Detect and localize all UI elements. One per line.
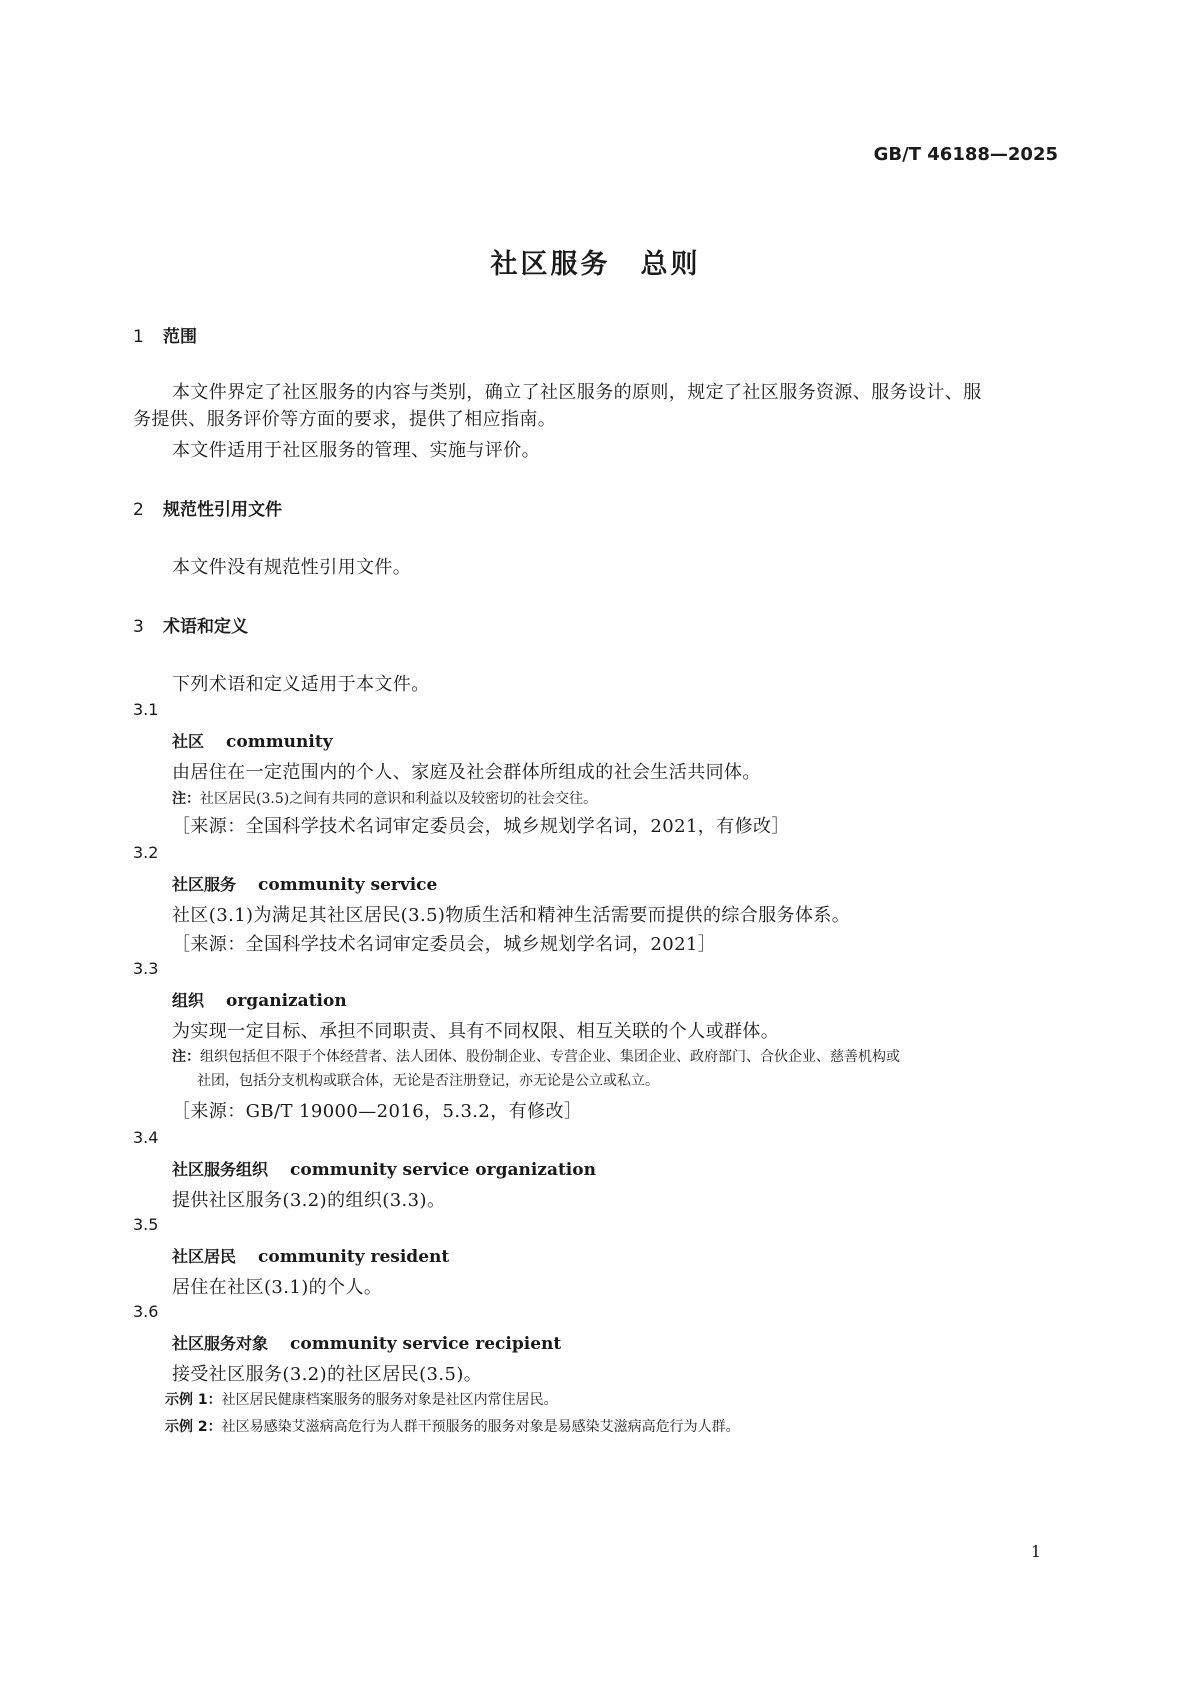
term-heading xyxy=(172,1244,449,1267)
term-source: ［来源：全国科学技术名词审定委员会，城乡规划学名词，2021］ xyxy=(172,934,717,955)
example-text: 社区居民健康档案服务的服务对象是社区内常住居民。 xyxy=(221,1392,558,1408)
section-number: 1 xyxy=(133,327,144,347)
term-heading xyxy=(172,872,437,895)
term-definition: 居住在社区(3.1)的个人。 xyxy=(172,1277,383,1298)
term-number: 3.1 xyxy=(133,700,159,719)
standard-code: GB/T 46188—2025 xyxy=(873,144,1058,165)
term-definition: 提供社区服务(3.2)的组织(3.3)。 xyxy=(172,1190,446,1211)
term-definition: 为实现一定目标、承担不同职责、具有不同权限、相互关联的个人或群体。 xyxy=(172,1021,780,1042)
section-number: 2 xyxy=(133,500,144,520)
term-note-continued: 社团，包括分支机构或联合体，无论是否注册登记，亦无论是公立或私立。 xyxy=(197,1073,659,1089)
term-source: ［来源：GB/T 19000—2016，5.3.2，有修改］ xyxy=(172,1101,583,1122)
term-english: community service recipient xyxy=(290,1334,562,1354)
note-label: 注： xyxy=(172,1049,200,1065)
term-definition: 由居住在一定范围内的个人、家庭及社会群体所组成的社会生活共同体。 xyxy=(172,762,761,783)
note-text: 组织包括但不限于个体经营者、法人团体、股份制企业、专营企业、集团企业、政府部门、合伙企业、慈善机构或 xyxy=(200,1049,900,1065)
section-number: 3 xyxy=(133,617,144,637)
page-number: 1 xyxy=(1030,1542,1041,1561)
term-english: community resident xyxy=(258,1247,450,1267)
term-chinese: 社区服务对象 xyxy=(172,1334,269,1353)
paragraph: 本文件界定了社区服务的内容与类别，确立了社区服务的原则，规定了社区服务资源、服务设计、服 xyxy=(172,382,982,403)
example-label: 示例 1： xyxy=(165,1392,222,1408)
term-chinese: 社区 xyxy=(172,732,205,751)
term-chinese: 社区服务组织 xyxy=(172,1160,269,1179)
paragraph: 本文件没有规范性引用文件。 xyxy=(172,557,412,578)
section-3-heading xyxy=(133,612,248,637)
term-definition: 接受社区服务(3.2)的社区居民(3.5)。 xyxy=(172,1364,483,1385)
term-chinese: 社区服务 xyxy=(172,875,237,894)
section-2-heading xyxy=(133,495,282,520)
term-note xyxy=(172,1046,900,1066)
section-title: 规范性引用文件 xyxy=(163,500,282,520)
term-heading xyxy=(172,988,347,1011)
term-chinese: 组织 xyxy=(172,991,205,1010)
example-text: 社区易感染艾滋病高危行为人群干预服务的服务对象是易感染艾滋病高危行为人群。 xyxy=(221,1419,740,1435)
term-number: 3.6 xyxy=(133,1302,159,1321)
term-number: 3.3 xyxy=(133,959,159,978)
term-english: community xyxy=(226,732,333,752)
term-example xyxy=(165,1389,558,1409)
note-label: 注： xyxy=(172,791,200,807)
term-note xyxy=(172,788,597,808)
example-label: 示例 2： xyxy=(165,1419,222,1435)
paragraph: 本文件适用于社区服务的管理、实施与评价。 xyxy=(172,440,540,461)
note-text: 社区居民(3.5)之间有共同的意识和利益以及较密切的社会交往。 xyxy=(200,791,598,807)
section-1-heading xyxy=(133,322,197,347)
term-number: 3.5 xyxy=(133,1215,159,1234)
term-heading xyxy=(172,729,333,752)
term-heading xyxy=(172,1331,561,1354)
section-title: 范围 xyxy=(163,327,197,347)
term-source: ［来源：全国科学技术名词审定委员会，城乡规划学名词，2021，有修改］ xyxy=(172,816,790,837)
term-number: 3.4 xyxy=(133,1128,159,1147)
document-title: 社区服务 总则 xyxy=(490,249,701,280)
term-english: organization xyxy=(226,991,347,1011)
term-number: 3.2 xyxy=(133,843,159,862)
section-title: 术语和定义 xyxy=(163,617,248,637)
term-english: community service organization xyxy=(290,1160,596,1180)
term-heading xyxy=(172,1157,596,1180)
term-english: community service xyxy=(258,875,438,895)
term-chinese: 社区居民 xyxy=(172,1247,237,1266)
term-definition: 社区(3.1)为满足其社区居民(3.5)物质生活和精神生活需要而提供的综合服务体系。 xyxy=(172,905,851,926)
term-example xyxy=(165,1416,740,1436)
paragraph: 务提供、服务评价等方面的要求，提供了相应指南。 xyxy=(133,409,557,430)
paragraph: 下列术语和定义适用于本文件。 xyxy=(172,674,430,695)
